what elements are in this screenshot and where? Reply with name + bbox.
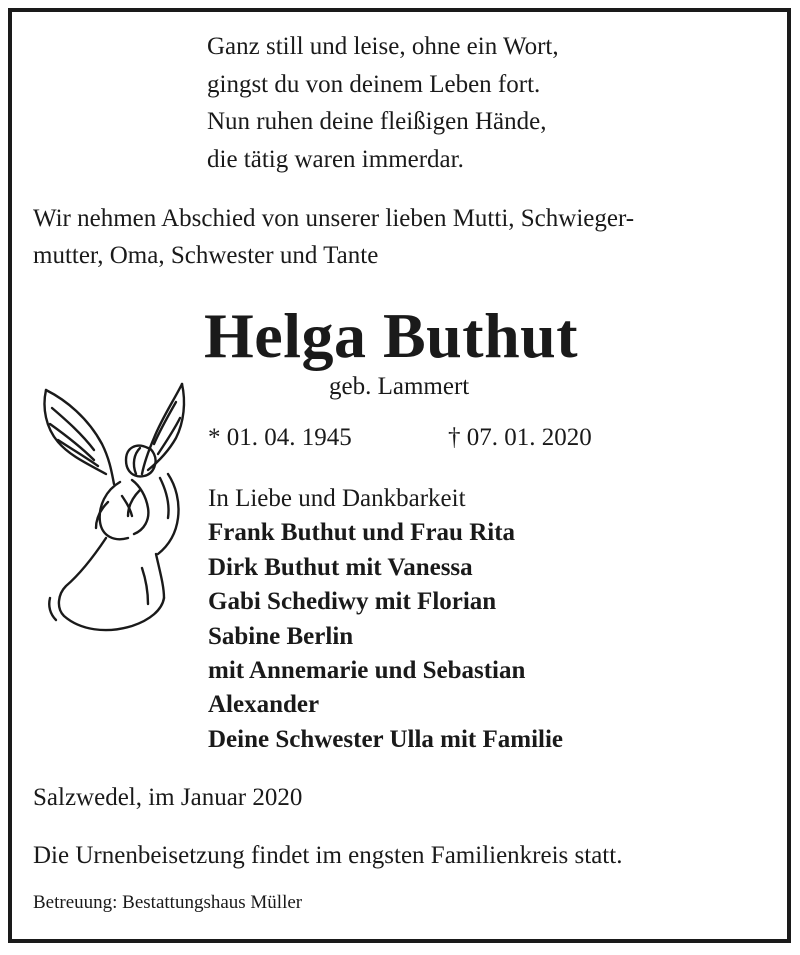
funeral-home-credit: Betreuung: Bestattungshaus Müller [33,892,303,913]
mourner-name: Deine Schwester Ulla mit Familie [208,725,564,753]
mourner-name: Sabine Berlin [208,622,354,650]
mourners-list [208,482,563,757]
poem-line: die tätig waren immerdar. [207,145,464,173]
birth-date: * 01. 04. 1945 [208,424,352,451]
intro-line: Wir nehmen Abschied von unserer lieben Mutti, Schwieger- [33,205,635,232]
mourner-name: Dirk Buthut mit Vanessa [208,553,473,581]
deceased-name: Helga Buthut [204,300,579,371]
poem-line: Nun ruhen deine fleißigen Hände, [207,108,547,135]
poem [207,28,559,178]
poem-line: gingst du von deinem Leben fort. [207,70,541,98]
maiden-name: geb. Lammert [329,373,470,400]
place-date: Salzwedel, im Januar 2020 [33,784,303,811]
intro-line: mutter, Oma, Schwester und Tante [33,242,379,269]
mourner-name: mit Annemarie und Sebastian [208,657,526,685]
mourner-name: Alexander [208,691,320,719]
mourner-name: Gabi Schediwy mit Florian [208,588,497,616]
death-date: † 07. 01. 2020 [448,424,592,451]
mourners-intro: In Liebe und Dankbarkeit [208,485,466,512]
burial-note: Die Urnenbeisetzung findet im engsten Familienkreis statt. [33,842,623,869]
poem-line: Ganz still und leise, ohne ein Wort, [207,33,559,60]
farewell-intro [33,200,773,274]
angel-icon [36,378,196,636]
mourner-name: Frank Buthut und Frau Rita [208,519,516,547]
